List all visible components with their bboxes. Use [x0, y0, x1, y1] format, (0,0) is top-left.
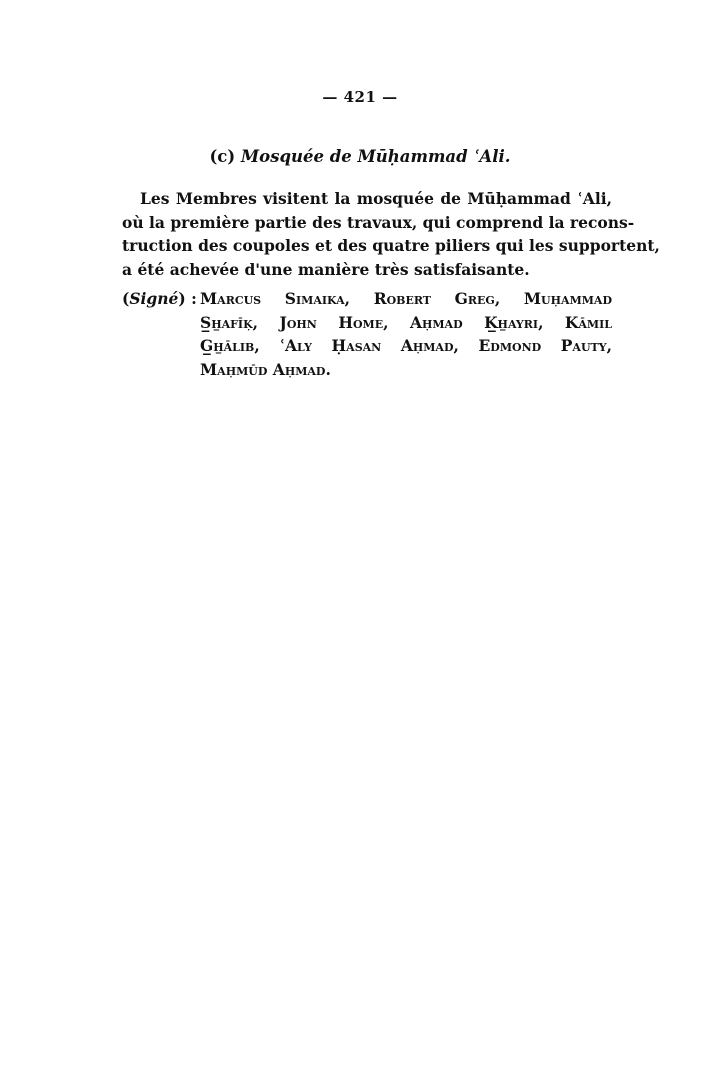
page-number: — 421 — [322, 88, 398, 106]
paragraph-line: où la première partie des travaux, qui comprend la recons- [122, 212, 635, 232]
section-label: (c) [209, 147, 236, 166]
signature-label [122, 287, 200, 311]
section-heading [0, 147, 720, 166]
section-title: Mosquée de Mūḥammad ʿAli. [240, 147, 511, 166]
signatory-names [200, 287, 612, 381]
signatory-line: G̲h̲ālib, ʿAly Ḥasan Aḥmad, Edmond Pauty, [200, 336, 612, 355]
signature-label-word: Signé [129, 289, 179, 308]
signature-label-open: ( [122, 289, 130, 308]
signatory-line: Marcus Simaika, Robert Greg, Muḥammad [200, 289, 612, 308]
paragraph-line: Les Membres visitent la mosquée de Mūḥammad ʿAli, [140, 189, 612, 208]
signatory-line: Maḥmūd Aḥmad. [200, 359, 331, 379]
body-paragraph [122, 187, 660, 281]
paragraph-line: truction des coupoles et des quatre piliers qui les supportent, [122, 236, 660, 255]
signature-label-close: ) : [178, 289, 197, 308]
signatory-line: S̲h̲afīḳ, John Home, Aḥmad K̲h̲ayri, Kāmil [200, 312, 612, 332]
paragraph-line: a été achevée d'une manière très satisfaisante. [122, 259, 530, 279]
